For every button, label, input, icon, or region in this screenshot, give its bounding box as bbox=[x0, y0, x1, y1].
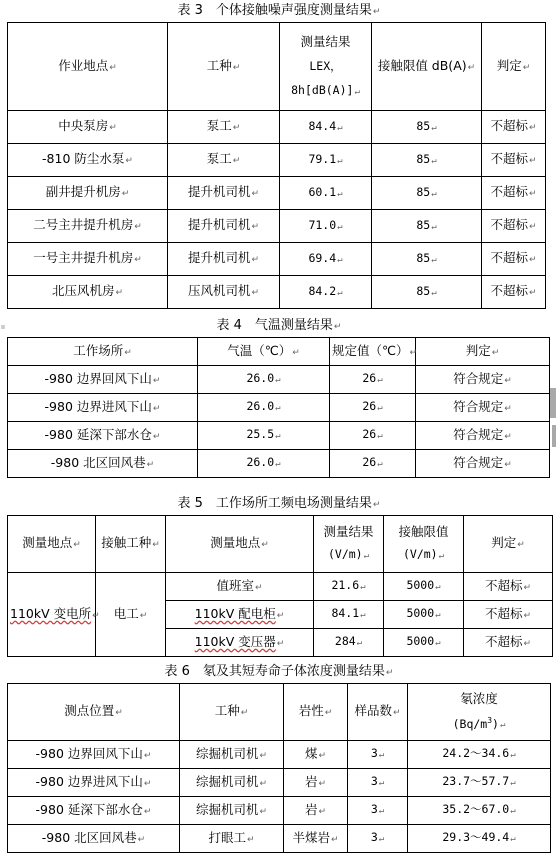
table-header-row bbox=[8, 23, 546, 111]
table6-caption: 表 6 氡及其短寿命子体浓度测量结果↵ bbox=[164, 664, 394, 679]
noise-table bbox=[7, 22, 546, 309]
table-row: 北压风机房↵ 压风机司机↵ 84.2↵ 85↵ 不超标↵ bbox=[8, 276, 546, 309]
temperature-table bbox=[7, 337, 550, 478]
table-row: 中央泵房↵ 泵工↵ 84.4↵ 85↵ 不超标↵ bbox=[8, 111, 546, 144]
header-result: 测量结果 LEX， 8h[dB(A)]↵ bbox=[280, 23, 372, 111]
position-cell: -980 北区回风巷 bbox=[41, 829, 137, 845]
table-row: 110kV 配电柜↵ 84.1↵ 5000↵ 不超标↵ bbox=[8, 601, 553, 629]
job-cell: 综掘机司机 bbox=[195, 745, 259, 761]
table-row: -980 边界回风下山↵ 26.0↵ 26↵ 符合规定↵ bbox=[8, 366, 550, 394]
rock-cell: 半煤岩 bbox=[292, 829, 330, 845]
table-header-row bbox=[8, 516, 553, 573]
place-cell: -980 北区回风巷 bbox=[50, 454, 146, 470]
table-row: -980 北区回风巷↵ 打眼工↵ 半煤岩↵ 3↵ 29.3～49.4↵ bbox=[8, 825, 551, 853]
header-judge: 判定↵ bbox=[464, 516, 553, 573]
header-point: 测量地点↵ bbox=[166, 516, 314, 573]
location-cell: 北压风机房 bbox=[51, 283, 115, 298]
table-row: -980 边界进风下山↵ 26.0↵ 26↵ 符合规定↵ bbox=[8, 394, 550, 422]
table-row: -980 延深下部水仓↵ 25.5↵ 26↵ 符合规定↵ bbox=[8, 422, 550, 450]
table-row: 110kV 变压器↵ 284↵ 5000↵ 不超标↵ bbox=[8, 629, 553, 657]
position-cell: -980 边界进风下山 bbox=[35, 773, 143, 789]
place-cell: -980 延深下部水仓 bbox=[44, 426, 152, 442]
judge-cell: 不超标 bbox=[490, 283, 528, 298]
samples-cell: 3 bbox=[370, 830, 378, 844]
judge-cell: 不超标 bbox=[484, 577, 523, 593]
location-cell: 一号主井提升机房 bbox=[33, 250, 134, 265]
rock-cell: 岩 bbox=[304, 801, 318, 817]
table-header-row bbox=[8, 338, 550, 366]
limit-cell: 85 bbox=[416, 184, 431, 199]
job-cell: 泵工 bbox=[206, 118, 232, 133]
table-row: 一号主井提升机房↵ 提升机司机↵ 69.4↵ 85↵ 不超标↵ bbox=[8, 243, 546, 276]
limit-cell: 5000 bbox=[406, 634, 435, 648]
result-cell: 84.4 bbox=[308, 118, 337, 133]
point-cell: 值班室 bbox=[216, 577, 254, 593]
table-row: 110kV 变电所↵ 电工↵ 值班室↵ 21.6↵ 5000↵ 不超标↵ bbox=[8, 573, 553, 601]
header-job: 工种↵ bbox=[168, 23, 280, 111]
judge-cell: 不超标 bbox=[490, 250, 528, 265]
limit-cell: 85 bbox=[416, 217, 431, 232]
edge-mark bbox=[550, 388, 556, 418]
result-cell: 284 bbox=[334, 634, 356, 648]
site-cell: 110kV 变电所 bbox=[10, 605, 92, 621]
job-cell: 综掘机司机 bbox=[195, 773, 259, 789]
temp-cell: 25.5 bbox=[246, 427, 275, 441]
rock-cell: 煤 bbox=[304, 745, 318, 761]
table-row: 副井提升机房↵ 提升机司机↵ 60.1↵ 85↵ 不超标↵ bbox=[8, 177, 546, 210]
temp-cell: 26.0 bbox=[246, 371, 275, 385]
samples-cell: 3 bbox=[370, 802, 378, 816]
samples-cell: 3 bbox=[370, 774, 378, 788]
result-cell: 84.2 bbox=[308, 283, 337, 298]
location-cell: -810 防尘水泵 bbox=[42, 151, 125, 166]
header-standard: 规定值（℃）↵ bbox=[330, 338, 416, 366]
job-cell: 打眼工 bbox=[208, 829, 246, 845]
judge-cell: 不超标 bbox=[484, 605, 523, 621]
standard-cell: 26 bbox=[362, 399, 377, 413]
job-cell: 综掘机司机 bbox=[195, 801, 259, 817]
judge-cell: 不超标 bbox=[490, 184, 528, 199]
standard-cell: 26 bbox=[362, 427, 377, 441]
concentration-cell: 35.2～67.0 bbox=[442, 802, 510, 816]
electric-field-table bbox=[7, 515, 553, 657]
judge-cell: 不超标 bbox=[490, 217, 528, 232]
position-cell: -980 边界回风下山 bbox=[35, 745, 143, 761]
header-limit: 接触限值 dB(A)↵ bbox=[372, 23, 482, 111]
point-cell: 110kV 变压器 bbox=[194, 633, 276, 649]
header-job: 接触工种↵ bbox=[96, 516, 166, 573]
samples-cell: 3 bbox=[370, 746, 378, 760]
result-cell: 71.0 bbox=[308, 217, 337, 232]
table4-caption: 表 4 气温测量结果↵ bbox=[216, 318, 342, 333]
place-cell: -980 边界回风下山 bbox=[44, 370, 152, 386]
result-cell: 84.1 bbox=[331, 606, 360, 620]
standard-cell: 26 bbox=[362, 455, 377, 469]
judge-cell: 不超标 bbox=[490, 118, 528, 133]
judge-cell: 符合规定 bbox=[453, 426, 504, 442]
header-position: 测点位置↵ bbox=[8, 684, 180, 741]
table-row: -980 北区回风巷↵ 26.0↵ 26↵ 符合规定↵ bbox=[8, 450, 550, 478]
limit-cell: 85 bbox=[416, 283, 431, 298]
judge-cell: 不超标 bbox=[484, 633, 523, 649]
result-cell: 69.4 bbox=[308, 250, 337, 265]
result-cell: 60.1 bbox=[308, 184, 337, 199]
edge-mark bbox=[552, 425, 556, 447]
job-cell: 提升机司机 bbox=[187, 184, 251, 199]
header-rock: 岩性↵ bbox=[284, 684, 348, 741]
header-temp: 气温（℃）↵ bbox=[198, 338, 330, 366]
table3-caption: 表 3 个体接触噪声强度测量结果↵ bbox=[177, 3, 381, 18]
header-result: 测量结果 (V/m)↵ bbox=[314, 516, 384, 573]
limit-cell: 85 bbox=[416, 250, 431, 265]
concentration-cell: 24.2～34.6 bbox=[442, 746, 510, 760]
judge-cell: 不超标 bbox=[490, 151, 528, 166]
header-job: 工种↵ bbox=[180, 684, 284, 741]
position-cell: -980 延深下部水仓 bbox=[35, 801, 143, 817]
job-cell: 压风机司机 bbox=[187, 283, 251, 298]
header-concentration: 氡浓度 $(Bq/m^3)↵$ bbox=[408, 684, 551, 741]
result-cell: 21.6 bbox=[331, 578, 360, 592]
limit-cell: 85 bbox=[416, 118, 431, 133]
location-cell: 副井提升机房 bbox=[45, 184, 121, 199]
temp-cell: 26.0 bbox=[246, 399, 275, 413]
limit-cell: 85 bbox=[416, 151, 431, 166]
concentration-cell: 23.7～57.7 bbox=[442, 774, 510, 788]
header-judge: 判定↵ bbox=[482, 23, 546, 111]
concentration-cell: 29.3～49.4 bbox=[442, 830, 510, 844]
limit-cell: 5000 bbox=[406, 578, 435, 592]
header-site: 测量地点↵ bbox=[8, 516, 96, 573]
table-row: -980 延深下部水仓↵ 综掘机司机↵ 岩↵ 3↵ 35.2～67.0↵ bbox=[8, 797, 551, 825]
job-cell: 泵工 bbox=[206, 151, 232, 166]
table-row: -980 边界进风下山↵ 综掘机司机↵ 岩↵ 3↵ 23.7～57.7↵ bbox=[8, 769, 551, 797]
table5-caption: 表 5 工作场所工频电场测量结果↵ bbox=[177, 496, 381, 511]
location-cell: 二号主井提升机房 bbox=[33, 217, 134, 232]
limit-cell: 5000 bbox=[406, 606, 435, 620]
job-cell: 提升机司机 bbox=[187, 250, 251, 265]
temp-cell: 26.0 bbox=[246, 455, 275, 469]
header-judge: 判定↵ bbox=[416, 338, 550, 366]
header-samples: 样品数↵ bbox=[348, 684, 408, 741]
rock-cell: 岩 bbox=[304, 773, 318, 789]
job-cell: 电工 bbox=[113, 605, 139, 621]
header-location: 作业地点↵ bbox=[8, 23, 168, 111]
table-row: -810 防尘水泵↵ 泵工↵ 79.1↵ 85↵ 不超标↵ bbox=[8, 144, 546, 177]
header-place: 工作场所↵ bbox=[8, 338, 198, 366]
table-row: -980 边界回风下山↵ 综掘机司机↵ 煤↵ 3↵ 24.2～34.6↵ bbox=[8, 741, 551, 769]
place-cell: -980 边界进风下山 bbox=[44, 398, 152, 414]
radon-table bbox=[7, 683, 551, 853]
header-limit: 接触限值 (V/m)↵ bbox=[384, 516, 464, 573]
location-cell: 中央泵房 bbox=[58, 118, 109, 133]
standard-cell: 26 bbox=[362, 371, 377, 385]
judge-cell: 符合规定 bbox=[453, 370, 504, 386]
judge-cell: 符合规定 bbox=[453, 398, 504, 414]
table-header-row bbox=[8, 684, 551, 741]
judge-cell: 符合规定 bbox=[453, 454, 504, 470]
job-cell: 提升机司机 bbox=[187, 217, 251, 232]
table-row: 二号主井提升机房↵ 提升机司机↵ 71.0↵ 85↵ 不超标↵ bbox=[8, 210, 546, 243]
point-cell: 110kV 配电柜 bbox=[194, 605, 276, 621]
result-cell: 79.1 bbox=[308, 151, 337, 166]
